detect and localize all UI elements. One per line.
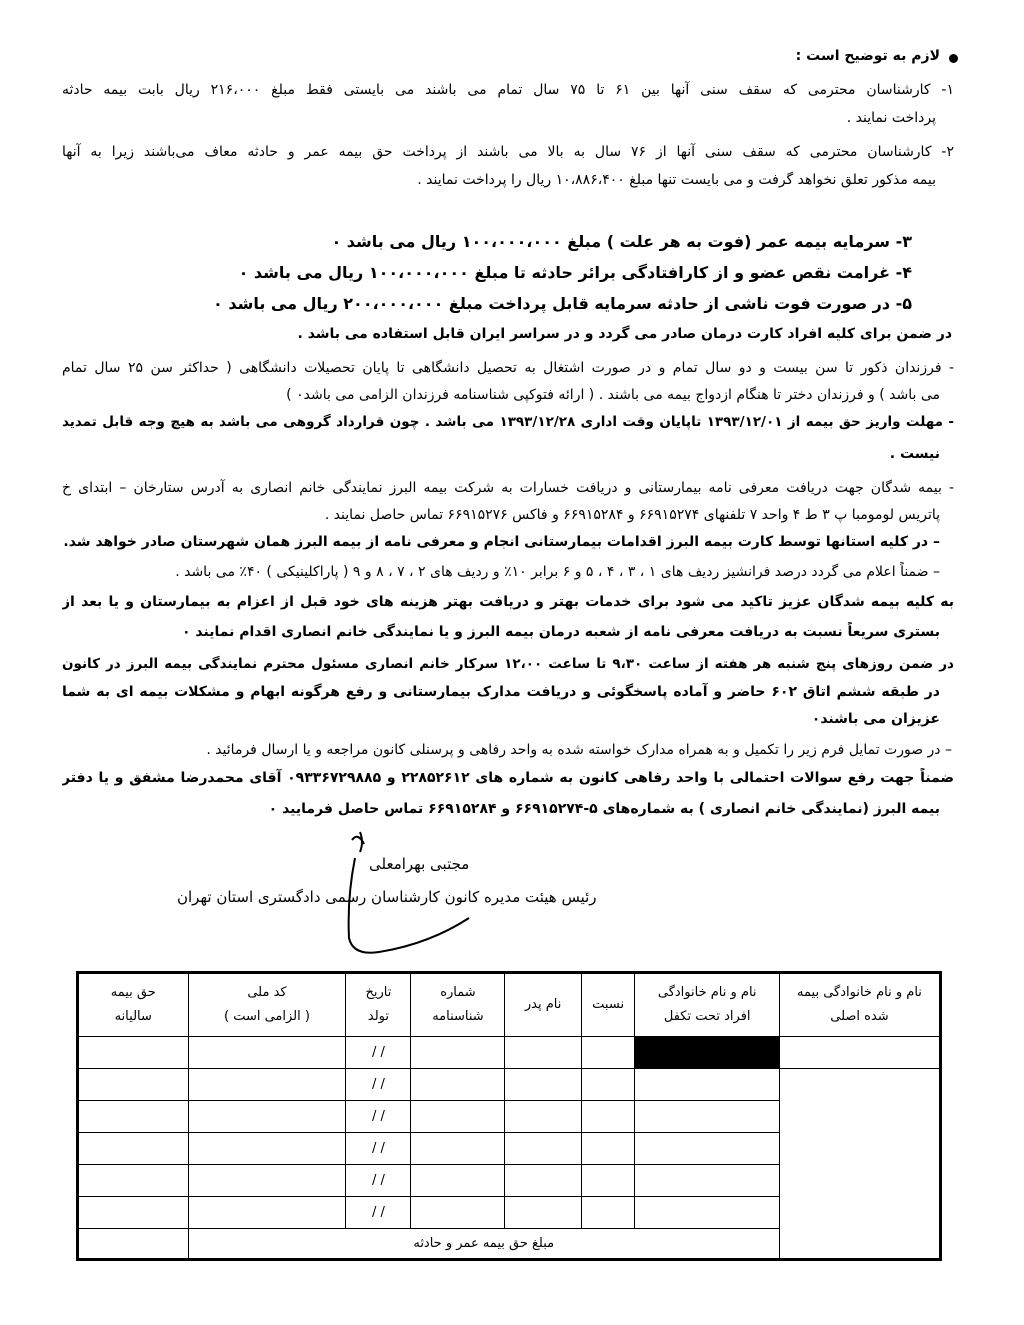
bullet-icon (949, 54, 958, 63)
input-cell[interactable] (581, 1133, 635, 1165)
table-row (78, 1101, 941, 1133)
blocked-cell (635, 1037, 780, 1069)
input-cell[interactable] (78, 1165, 189, 1197)
header-dependents: نام و نام خانوادگی افراد تحت تکفل (635, 973, 780, 1037)
body-line: به کلیه بیمه شدگان عزیز تاکید می شود برای خدمات بهتر و دریافت بهتر هزینه های خود قبل از اعزام به بیمارستان و یا بعد از (62, 594, 954, 610)
input-cell[interactable] (581, 1165, 635, 1197)
form-header-row (78, 973, 941, 1037)
body-line: پاتریس لومومبا پ ۳ ط ۴ واحد ۷ تلفنهای ۶۶۹۱۵۲۷۴ و ۶۶۹۱۵۲۸۴ و فاکس ۶۶۹۱۵۲۷۶ تماس حاصل نمایند . (324, 507, 940, 523)
input-cell[interactable] (635, 1101, 780, 1133)
input-cell[interactable] (78, 1133, 189, 1165)
body-line: در طبقه ششم اتاق ۶۰۲ حاضر و آماده پاسخگوئی و دریافت مدارک بیمارستانی و رفع هرگونه ابهام و مشکلات بیمه ای به شما (62, 684, 940, 700)
body-line: ضمناً جهت رفع سوالات احتمالی با واحد رفاهی کانون به شماره های ۲۲۸۵۲۶۱۲ و ۰۹۳۳۶۷۲۹۸۸۵ آقای محمدرضا مشفق و یا دفتر (62, 770, 954, 786)
input-cell[interactable] (581, 1069, 635, 1101)
input-cell[interactable] (505, 1101, 581, 1133)
coverage-line: ۴- غرامت نقص عضو و از کارافتادگی برائر حادثه تا مبلغ ۱۰۰،۰۰۰،۰۰۰ ریال می باشد ٠ (238, 263, 912, 282)
input-cell[interactable] (581, 1197, 635, 1229)
input-cell[interactable] (635, 1133, 780, 1165)
table-row (78, 1197, 941, 1229)
table-row (78, 1037, 941, 1069)
date-input-cell[interactable]: / / (346, 1197, 411, 1229)
premium-total-row (78, 1229, 941, 1260)
input-cell[interactable] (188, 1101, 346, 1133)
header-id-number: شماره شناسنامه (411, 973, 505, 1037)
input-cell[interactable] (78, 1101, 189, 1133)
body-line: – در کلیه استانها توسط کارت بیمه البرز اقدامات بیمارستانی انجام و معرفی نامه از بیمه البرز همان شهرستان صادر خواهد شد. (63, 534, 940, 550)
body-line: - فرزندان ذکور تا سن بیست و دو سال تمام و در صورت اشتغال به تحصیل دانشگاهی تا پایان تحصیلات دانشگاهی ( حداکثر سن ۲۵ سال تمام (62, 360, 954, 376)
input-cell[interactable] (78, 1037, 189, 1069)
premium-total-label: مبلغ حق بیمه عمر و حادثه (188, 1229, 779, 1260)
empty-space (779, 1197, 940, 1229)
body-line: می باشد ) و فرزندان دختر تا هنگام ازدواج بیمه می باشند . ( ارائه فتوکپی شناسنامه فرزندان الزامی می باشد٠ ) (286, 387, 940, 403)
table-row (78, 1133, 941, 1165)
date-input-cell[interactable]: / / (346, 1133, 411, 1165)
empty-space (779, 1069, 940, 1101)
input-cell[interactable] (411, 1165, 505, 1197)
input-cell[interactable] (635, 1165, 780, 1197)
notes-header: لازم به توضیح است : (795, 48, 940, 64)
input-cell[interactable] (411, 1069, 505, 1101)
date-input-cell[interactable]: / / (346, 1165, 411, 1197)
input-cell[interactable] (188, 1069, 346, 1101)
input-cell[interactable] (635, 1197, 780, 1229)
input-cell[interactable] (635, 1069, 780, 1101)
input-cell[interactable] (505, 1197, 581, 1229)
header-main-insured: نام و نام خانوادگی بیمه شده اصلی (779, 973, 940, 1037)
body-line: نیست . (889, 446, 940, 462)
header-father-name: نام پدر (505, 973, 581, 1037)
body-line: - بیمه شدگان جهت دریافت معرفی نامه بیمارستانی و دریافت خسارات به شرکت بیمه البرز نمایندگی خانم انصاری به آدرس ستارخان – ابتدای خ (62, 480, 954, 496)
input-cell[interactable] (78, 1197, 189, 1229)
body-line: – در صورت تمایل فرم زیر را تکمیل و به همراه مدارک خواسته شده به واحد رفاهی و پرسنلی کانون مراجعه و یا ارسال فرمائید . (206, 742, 952, 758)
empty-space (779, 1229, 940, 1260)
input-cell[interactable] (411, 1037, 505, 1069)
note-line: پرداخت نمایند . (846, 110, 936, 126)
body-line: بستری سریعاً نسبت به دریافت معرفی نامه از شعبه درمان بیمه البرز و یا نمایندگی خانم انصاری اقدام نمایند ٠ (182, 624, 940, 640)
note-line: ۱- کارشناسان محترمی که سقف سنی آنها بین ۶۱ تا ۷۵ سال تمام می باشند می بایستی فقط مبلغ ۲۱۶،۰۰۰ ریال بابت بیمه حادثه (62, 82, 954, 98)
input-cell[interactable] (411, 1133, 505, 1165)
empty-space (779, 1133, 940, 1165)
table-row (78, 1069, 941, 1101)
header-national-code: کد ملی ( الزامی است ) (188, 973, 346, 1037)
input-cell[interactable] (505, 1133, 581, 1165)
coverage-line: ۳- سرمایه بیمه عمر (فوت به هر علت ) مبلغ ۱۰۰،۰۰۰،۰۰۰ ریال می باشد ٠ (331, 232, 912, 251)
date-input-cell[interactable]: / / (346, 1069, 411, 1101)
input-cell[interactable] (188, 1133, 346, 1165)
coverage-line: ۵- در صورت فوت ناشی از حادثه سرمایه قابل پرداخت مبلغ ۲۰۰،۰۰۰،۰۰۰ ریال می باشد ٠ (213, 294, 912, 313)
handwritten-signature (330, 830, 490, 970)
date-input-cell[interactable]: / / (346, 1101, 411, 1133)
body-line: - مهلت واریز حق بیمه از ۱۳۹۳/۱۲/۰۱ تاپایان وقت اداری ۱۳۹۳/۱۲/۲۸ می باشد . چون قرارداد گروهی می باشد به هیچ وجه قابل تمدید (62, 414, 954, 430)
input-cell[interactable] (581, 1101, 635, 1133)
input-cell[interactable] (188, 1197, 346, 1229)
input-cell[interactable] (779, 1037, 940, 1069)
input-cell[interactable] (581, 1037, 635, 1069)
body-line: – ضمناً اعلام می گردد درصد فرانشیز ردیف های ۱ ، ۳ ، ۴ ، ۵ و ۶ برابر ۱۰٪ و ردیف های ۲ ، ۷ ، ۸ و ۹ ( پاراکلینیکی ) ۴۰٪ می باشد . (175, 564, 940, 580)
input-cell[interactable] (411, 1101, 505, 1133)
input-cell[interactable] (411, 1197, 505, 1229)
empty-space (779, 1165, 940, 1197)
body-line: عزیزان می باشند٠ (811, 711, 940, 727)
input-cell[interactable] (505, 1069, 581, 1101)
note-line: ۲- کارشناسان محترمی که سقف سنی آنها از ۷۶ سال به بالا می باشند از پرداخت حق بیمه عمر و حادثه معاف می‌باشند زیرا به آنها (62, 144, 954, 160)
signatory-name: مجتبی بهرامعلی (369, 855, 470, 873)
date-input-cell[interactable]: / / (346, 1037, 411, 1069)
input-cell[interactable] (188, 1165, 346, 1197)
header-birth-date: تاریخ تولد (346, 973, 411, 1037)
input-cell[interactable] (78, 1069, 189, 1101)
header-annual-premium: حق بیمه سالیانه (78, 973, 189, 1037)
input-cell[interactable] (188, 1037, 346, 1069)
body-line: در ضمن برای کلیه افراد کارت درمان صادر می گردد و در سراسر ایران قابل استفاده می باشد . (297, 326, 952, 342)
body-line: در ضمن روزهای پنج شنبه هر هفته از ساعت ۹،۳۰ تا ساعت ۱۲،۰۰ سرکار خانم انصاری مسئول محترم نمایندگی بیمه البرز در کانون (62, 656, 954, 672)
note-line: بیمه مذکور تعلق نخواهد گرفت و می بایست تنها مبلغ ۱۰،۸۸۶،۴۰۰ ریال را پرداخت نمایند . (417, 172, 936, 188)
body-line: بیمه البرز (نمایندگی خانم انصاری ) به شماره‌های ۵-۶۶۹۱۵۲۷۴ و ۶۶۹۱۵۲۸۴ تماس حاصل فرمایید ٠ (268, 801, 940, 817)
input-cell[interactable] (505, 1037, 581, 1069)
input-cell[interactable] (505, 1165, 581, 1197)
table-row (78, 1165, 941, 1197)
insured-members-form (76, 971, 942, 1261)
header-relation: نسبت (581, 973, 635, 1037)
empty-space (779, 1101, 940, 1133)
premium-total-input[interactable] (78, 1229, 189, 1260)
signatory-title: رئیس هیئت مدیره کانون کارشناسان رسمی دادگستری استان تهران (177, 888, 597, 906)
